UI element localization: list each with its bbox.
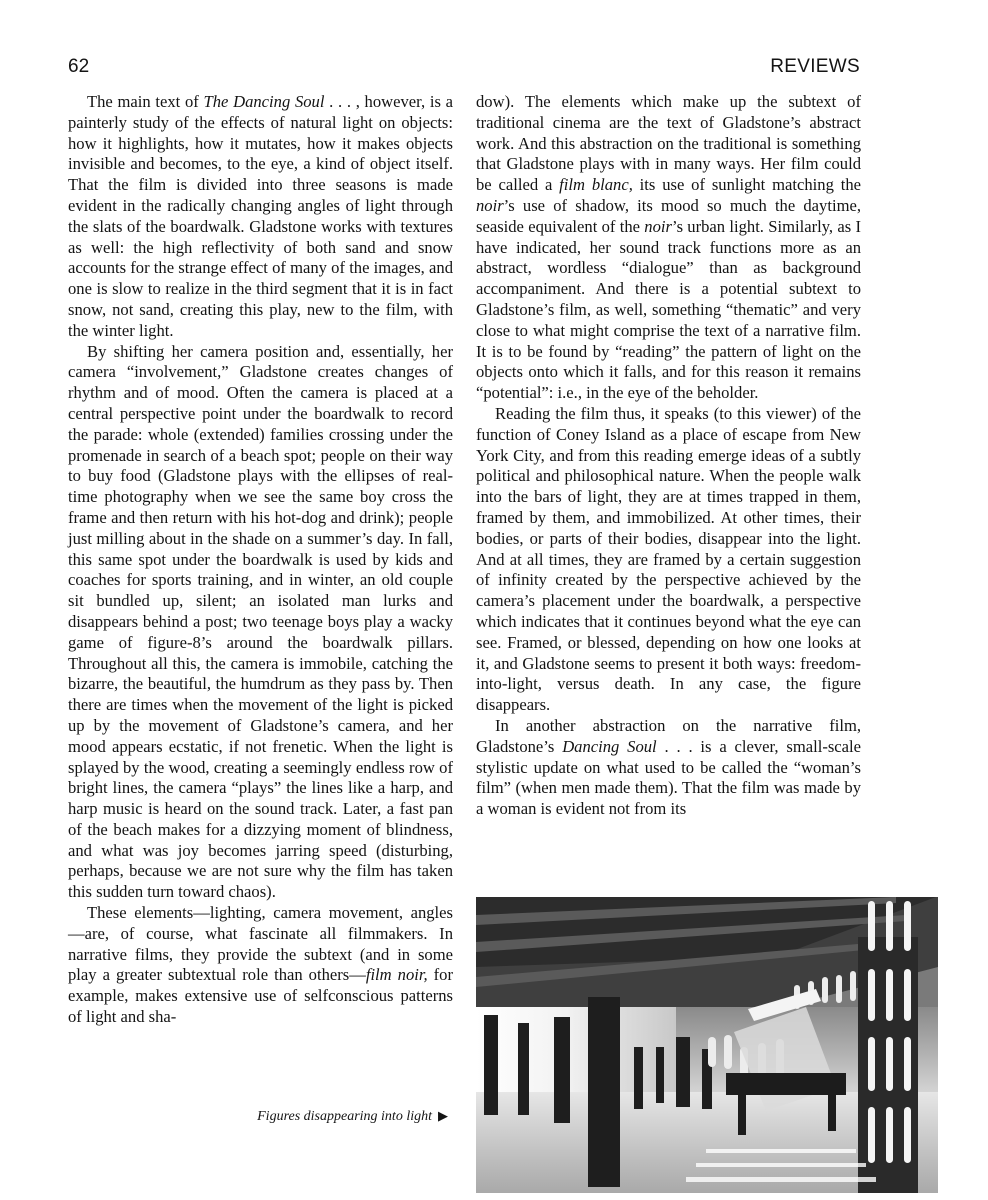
figure-caption	[232, 1108, 448, 1125]
italic-text: noir	[476, 195, 504, 215]
text-run: The main text of	[87, 92, 204, 111]
text-run: In another abstraction on the narrative film, Gladstone’s	[476, 715, 861, 756]
text-run: These elements—lighting, camera movement, angles—are, of course, what fascinate all filmmakers. In narrative films, they provide the subtext (and in some play a greater subtextual role than others—	[68, 903, 453, 985]
paragraph	[68, 342, 453, 904]
text-run: dow). The elements which make up the subtext of traditional cinema are the text of Gladstone’s abstract work. And this abstraction on the traditional is something that Gladstone plays with in many ways. Her film could be called a	[476, 92, 861, 195]
text-run: ’s use of shadow, its mood so much the daytime, seaside equivalent of the	[476, 195, 861, 236]
page-number: 62	[68, 56, 90, 77]
paragraph	[476, 404, 861, 716]
right-triangle-icon: ▶	[438, 1108, 448, 1123]
italic-text: Dancing Soul	[562, 736, 657, 756]
text-run: its use of sunlight matching the	[632, 175, 861, 195]
italic-text: film noir,	[365, 965, 428, 985]
text-run: Reading the film thus, it speaks (to this viewer) of the function of Coney Island as a place of escape from New York City, and from this reading emerge ideas of a subtly political and philosophical nature. When the people walk into the bars of light, they are at times trapped in them, framed by them, and immobilized. At other times, their bodies, or parts of their bodies, disappear into the light. And at all times, they are framed by a certain suggestion of infinity created by the perspective achieved by the camera’s placement under the boardwalk, a perspective which indicates that it continues beyond what the eye can see. Framed, or blessed, depending on how one looks at it, and Gladstone seems to present it both ways: freedom-into-light, versus death. In any case, the figure disappears.	[476, 403, 861, 715]
right-column	[476, 92, 861, 820]
paragraph	[476, 716, 861, 820]
paragraph	[68, 92, 453, 342]
section-title: REVIEWS	[770, 56, 860, 77]
paragraph	[476, 92, 861, 404]
italic-text: film blanc,	[559, 175, 633, 195]
text-run: . . . , however, is a painterly study of the effects of natural light on objects: how it highlights, how it mutates, how it makes objects invisible and becomes, to the eye, a kind of object itself. That the film is divided into three seasons is made evident in the radically changing angles of light through the slats of the boardwalk. Gladstone works with textures as well: the high reflectivity of both sand and snow accounts for the strange effect of many of the images, and one is slow to realize in the third segment that it is in fact snow, not sand, creating this play, new to the film, with the winter light.	[68, 92, 454, 340]
boardwalk-photo	[476, 897, 938, 1193]
text-run: ’s urban light. Similarly, as I have indicated, her sound track functions more as an abstract, wordless “dialogue” than as background accompaniment. And there is a potential subtext to Gladstone’s film, as well, something “thematic” and very close to what might comprise the text of a narrative film. It is to be found by “reading” the pattern of light on the objects onto which it falls, and for this reason it remains “potential”: i.e., in the eye of the beholder.	[476, 216, 861, 403]
left-column	[68, 92, 453, 1028]
paragraph	[68, 903, 453, 1028]
caption-text: Figures disappearing into light	[257, 1109, 432, 1124]
text-run: . . . is a clever, small-scale stylistic update on what used to be called the “woman’s film” (when men made them). That the film was made by a woman is evident not from its	[476, 736, 862, 819]
text-run: for example, makes extensive use of selfconscious patterns of light and sha-	[68, 965, 454, 1027]
text-run: By shifting her camera position and, essentially, her camera “involvement,” Gladstone creates changes of rhythm and of mood. Often the camera is placed at a central perspective point under the boardwalk to record the parade: whole (extended) families crossing under the promenade in search of a beach spot; people on their way to buy food (Gladstone plays with the ellipses of real-time photography when we see the same boy cross the frame and then return with his hot-dog and drink); people just milling about in the shade on a summer’s day. In fall, this same spot under the boardwalk is used by kids and coaches for sports training, and in winter, an old couple sit bundled up, silent; an isolated man lurks and disappears behind a post; two teenage boys play a wacky game of figure-8’s around the boardwalk pillars. Throughout all this, the camera is immobile, catching the bizarre, the beautiful, the humdrum as they pass by. Then there are times when the movement of the light is picked up by the movement of Gladstone’s camera, and her mood appears ecstatic, if not frenetic. When the light is splayed by the wood, creating a seemingly endless row of bright lines, the camera “plays” the lines like a harp, and harp music is heard on the sound track. Later, a fast pan of the beach makes for a dizzying moment of blindness, and what was joy becomes jarring speed (disturbing, perhaps, because we are not sure why the film has taken this sudden turn toward chaos).	[68, 341, 453, 902]
italic-text: The Dancing Soul	[203, 92, 325, 111]
italic-text: noir	[644, 216, 672, 236]
